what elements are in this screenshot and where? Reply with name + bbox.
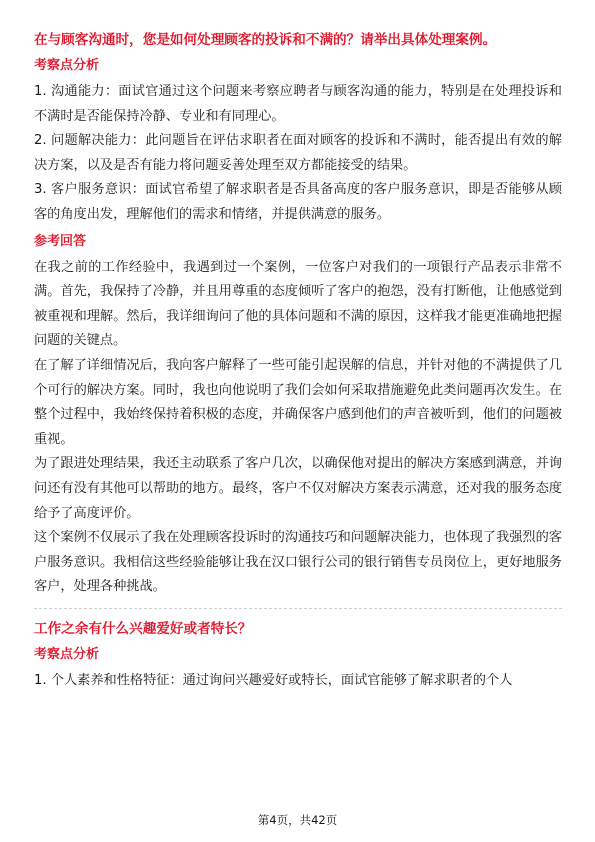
question-2-title: 工作之余有什么兴趣爱好或者特长？ <box>34 620 252 637</box>
document-page <box>34 30 562 693</box>
q1-answer-body <box>34 256 562 600</box>
question-1-title: 在与顾客沟通时，您是如何处理顾客的投诉和不满的？请举出具体处理案例。 <box>34 32 497 48</box>
q1-analysis-item-3: 3. 客户服务意识：面试官希望了解求职者是否具备高度的客户服务意识，即是否能够从顾客的角度出发，理解他们的需求和情绪，并提供满意的服务。 <box>34 182 562 222</box>
question-divider <box>34 608 562 609</box>
q1-analysis-item-2: 2. 问题解决能力：此问题旨在评估求职者在面对顾客的投诉和不满时，能否提出有效的解决方案，以及是否有能力将问题妥善处理至双方都能接受的结果。 <box>34 133 562 173</box>
q1-answer-paragraph-4: 这个案例不仅展示了我在处理顾客投诉时的沟通技巧和问题解决能力，也体现了我强烈的客户服务意识。我相信这些经验能够让我在汉口银行公司的银行销售专员岗位上，更好地服务客户，处理各种挑战。 <box>34 530 562 595</box>
q2-analysis-list <box>34 669 562 694</box>
q2-analysis-heading: 考察点分析 <box>34 646 100 662</box>
q1-analysis-item-1: 1. 沟通能力：面试官通过这个问题来考察应聘者与顾客沟通的能力，特别是在处理投诉和不满时是否能保持冷静、专业和有同理心。 <box>34 84 562 124</box>
q1-analysis-list <box>34 80 562 228</box>
q2-analysis-item-1: 1. 个人素养和性格特征：通过询问兴趣爱好或特长，面试官能够了解求职者的个人 <box>34 672 513 688</box>
q1-answer-heading: 参考回答 <box>34 233 87 249</box>
q1-answer-paragraph-2: 在了解了详细情况后，我向客户解释了一些可能引起误解的信息，并针对他的不满提供了几个可行的解决方案。同时，我也向他说明了我们会如何采取措施避免此类问题再次发生。在整个过程中，我始终保持着积极的态度，并确保客户感到他们的声音被听到，他们的问题被重视。 <box>34 357 562 447</box>
page-number-footer: 第4页，共42页 <box>257 813 338 827</box>
q1-answer-paragraph-1: 在我之前的工作经验中，我遇到过一个案例，一位客户对我们的一项银行产品表示非常不满。首先，我保持了冷静，并且用尊重的态度倾听了客户的抱怨，没有打断他，让他感觉到被重视和理解。然后，我详细询问了他的具体问题和不满的原因，这样我才能更准确地把握问题的关键点。 <box>34 259 562 349</box>
q1-analysis-heading: 考察点分析 <box>34 58 100 73</box>
q1-answer-paragraph-3: 为了跟进处理结果，我还主动联系了客户几次，以确保他对提出的解决方案感到满意，并询问还有没有其他可以帮助的地方。最终，客户不仅对解决方案表示满意，还对我的服务态度给予了高度评价。 <box>34 456 562 521</box>
